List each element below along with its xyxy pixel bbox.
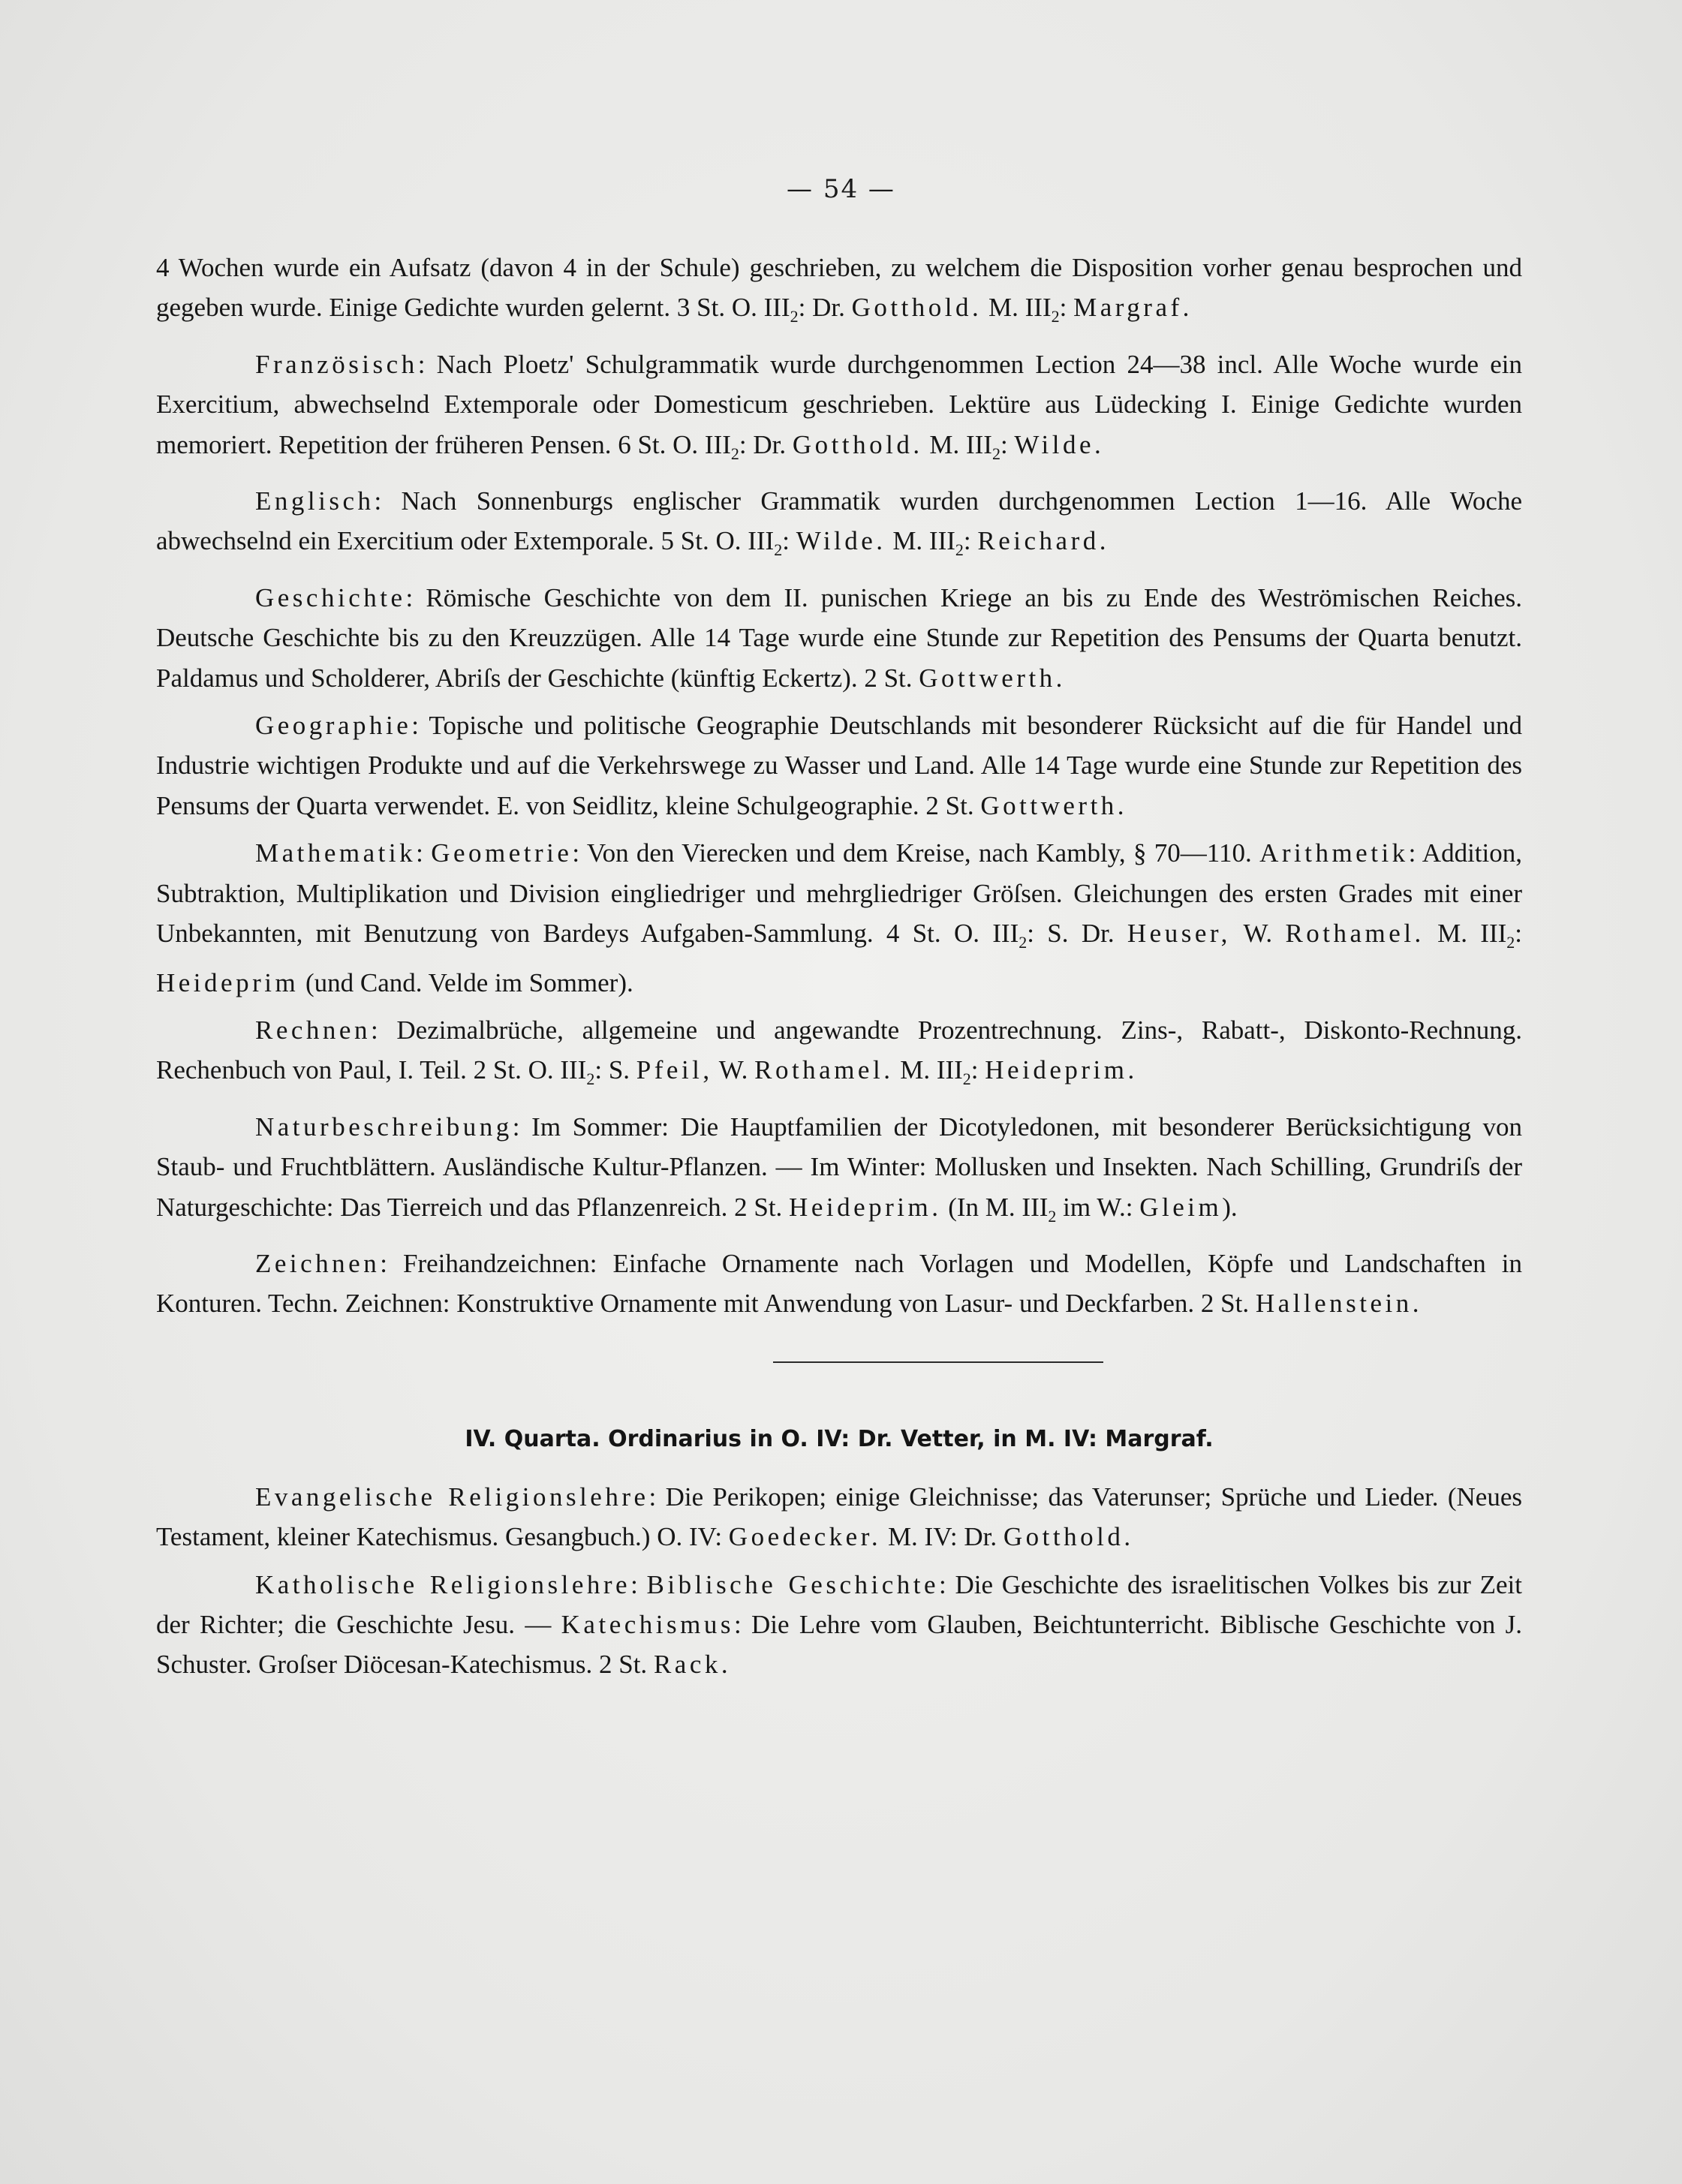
paragraph-kath-religion: Katholische Religionslehre: Biblische Geschichte: Die Geschichte des israelitischen Volkes bis zur Zeit der Richter; die Geschichte Jesu. — Katechismus: Die Lehre vom Glauben, Beichtunterricht. Biblische Geschichte von J. Schuster. Groſser Diöcesan-Katechismus. 2 St. Rack. <box>156 1569 1523 1680</box>
sub-subject-label: Katechismus <box>561 1609 734 1639</box>
subject-label: Englisch <box>255 486 375 516</box>
subject-label: Mathematik <box>255 838 417 868</box>
teacher-name: Reichard. <box>977 526 1109 556</box>
teacher-name: Wilde. <box>1014 429 1105 459</box>
paragraph-rechnen: Rechnen: Dezimalbrüche, allgemeine und angewandte Prozentrechnung. Zins-, Rabatt-, Diskonto-Rechnung. Rechenbuch von Paul, I. Teil. 2 St. O. $III_2$: S. Pfeil, W. Rothamel. M. $III_2$: Heideprim. <box>156 1015 1522 1089</box>
teacher-name: Rack. <box>653 1650 732 1680</box>
subject-label: Rechnen <box>255 1015 371 1045</box>
section-separator <box>156 1331 1522 1391</box>
teacher-name: Gotthold. <box>792 429 923 459</box>
section-heading-quarta: IV. Quarta. Ordinarius in O. IV: Dr. Vetter, in M. IV: Margraf. <box>465 1425 1214 1452</box>
subject-label: Zeichnen <box>255 1248 381 1278</box>
subject-label: Französisch <box>255 349 418 379</box>
paragraph-continuation: 4 Wochen wurde ein Aufsatz (davon 4 in der Schule) geschrieben, zu welchem die Disposition vorher genau besprochen und gegeben wurde. Einige Gedichte wurden gelernt. 3 St. O. $III_2$: Dr. Gotthold. M. $III_2$: Margraf. <box>156 253 1522 326</box>
subject-label: Geschichte <box>255 582 406 612</box>
paragraph-naturbeschreibung: Naturbeschreibung: Im Sommer: Die Hauptfamilien der Dicotyledonen, mit besonderer Berücksichtigung von Staub- und Fruchtblättern. Ausländische Kultur-Pflanzen. — Im Winter: Mollusken und Insekten. Nach Schilling, Grundriſs der Naturgeschichte: Das Tierreich und das Pflanzenreich. 2 St. Heideprim. (In M. $III_2$ im W.: Gleim). <box>156 1112 1522 1226</box>
paragraph-franzoesisch: Französisch: Nach Ploetz' Schulgrammatik wurde durchgenommen Lection 24—38 incl. Alle Woche wurde ein Exercitium, abwechselnd Extemporale oder Domesticum geschrieben. Lektüre aus Lüdecking I. Einige Gedichte wurden memoriert. Repetition der früheren Pensen. 6 St. O. $III_2$: Dr. Gotthold. M. $III_2$: Wilde. <box>156 349 1522 463</box>
paragraph-geschichte: Geschichte: Römische Geschichte von dem II. punischen Kriege an bis zu Ende des Weströmischen Reiches. Deutsche Geschichte bis zu den Kreuzzügen. Alle 14 Tage wurde eine Stunde zur Repetition des Pensums der Quarta benutzt. Paldamus und Scholderer, Abriſs der Geschichte (künftig Eckertz). 2 St. Gottwerth. <box>156 582 1522 693</box>
teacher-name: Wilde. <box>796 526 886 556</box>
paragraph-ev-religion: Evangelische Religionslehre: Die Perikopen; einige Gleichnisse; das Vaterunser; Sprüche und Lieder. (Neues Testament, kleiner Katechismus. Gesangbuch.) O. IV: Goedecker. M. IV: Dr. Gotthold. <box>156 1482 1522 1552</box>
sub-subject-label: Arithmetik <box>1259 838 1409 868</box>
teacher-name: Goedecker. <box>728 1522 882 1552</box>
teacher-name: Gotthold. <box>1003 1522 1134 1552</box>
document-body <box>156 248 1522 1692</box>
subject-label: Naturbeschreibung <box>255 1112 513 1142</box>
subject-label: Katholische Religionslehre <box>255 1569 631 1599</box>
teacher-name: Rothamel. <box>1285 919 1425 949</box>
teacher-name: Heuser, <box>1127 919 1231 949</box>
teacher-name: Gottwerth. <box>919 663 1066 693</box>
paragraph-englisch: Englisch: Nach Sonnenburgs englischer Grammatik wurden durchgenommen Lection 1—16. Alle Woche abwechselnd ein Exercitium oder Extemporale. 5 St. O. $III_2$: Wilde. M. $III_2$: Reichard. <box>156 486 1522 560</box>
subject-label: Geographie <box>255 711 412 741</box>
sub-subject-label: Biblische Geschichte <box>646 1569 939 1599</box>
teacher-name: Gottwerth. <box>980 790 1128 820</box>
subject-label: Evangelische Religionslehre <box>255 1482 649 1512</box>
teacher-name: Hallenstein. <box>1255 1289 1423 1319</box>
paragraph-mathematik: Mathematik: Geometrie: Von den Vierecken und dem Kreise, nach Kambly, § 70—110. Arithmetik: Addition, Subtraktion, Multiplikation und Division eingliedriger und mehrgliedriger Gröſsen. Gleichungen des ersten Grades mit einer Unbekannten, mit Benutzung von Bardeys Aufgaben-Sammlung. 4 St. O. $III_2$: S. Dr. Heuser, W. Rothamel. M. $III_2$: Heideprim (und Cand. Velde im Sommer). <box>156 838 1522 997</box>
sub-subject-label: Geometrie <box>431 838 573 868</box>
teacher-name: Heideprim. <box>789 1192 942 1222</box>
separator-rule <box>773 1361 1103 1363</box>
teacher-name: Heideprim. <box>985 1055 1138 1085</box>
page-number: — 54 — <box>787 174 895 204</box>
teacher-name: Rothamel. <box>754 1055 894 1085</box>
paragraph-geographie: Geographie: Topische und politische Geographie Deutschlands mit besonderer Rücksicht auf die für Handel und Industrie wichtigen Produkte und auf die Verkehrswege zu Wasser und Land. Alle 14 Tage wurde eine Stunde zur Repetition des Pensums der Quarta verwendet. E. von Seidlitz, kleine Schulgeographie. 2 St. Gottwerth. <box>156 711 1522 820</box>
teacher-name: Heideprim <box>156 967 299 997</box>
paragraph-zeichnen: Zeichnen: Freihandzeichnen: Einfache Ornamente nach Vorlagen und Modellen, Köpfe und Landschaften in Konturen. Techn. Zeichnen: Konstruktive Ornamente mit Anwendung von Lasur- und Deckfarben. 2 St. Hallenstein. <box>156 1248 1522 1319</box>
teacher-name: Pfeil, <box>636 1055 713 1085</box>
teacher-name: Gleim <box>1139 1192 1223 1222</box>
